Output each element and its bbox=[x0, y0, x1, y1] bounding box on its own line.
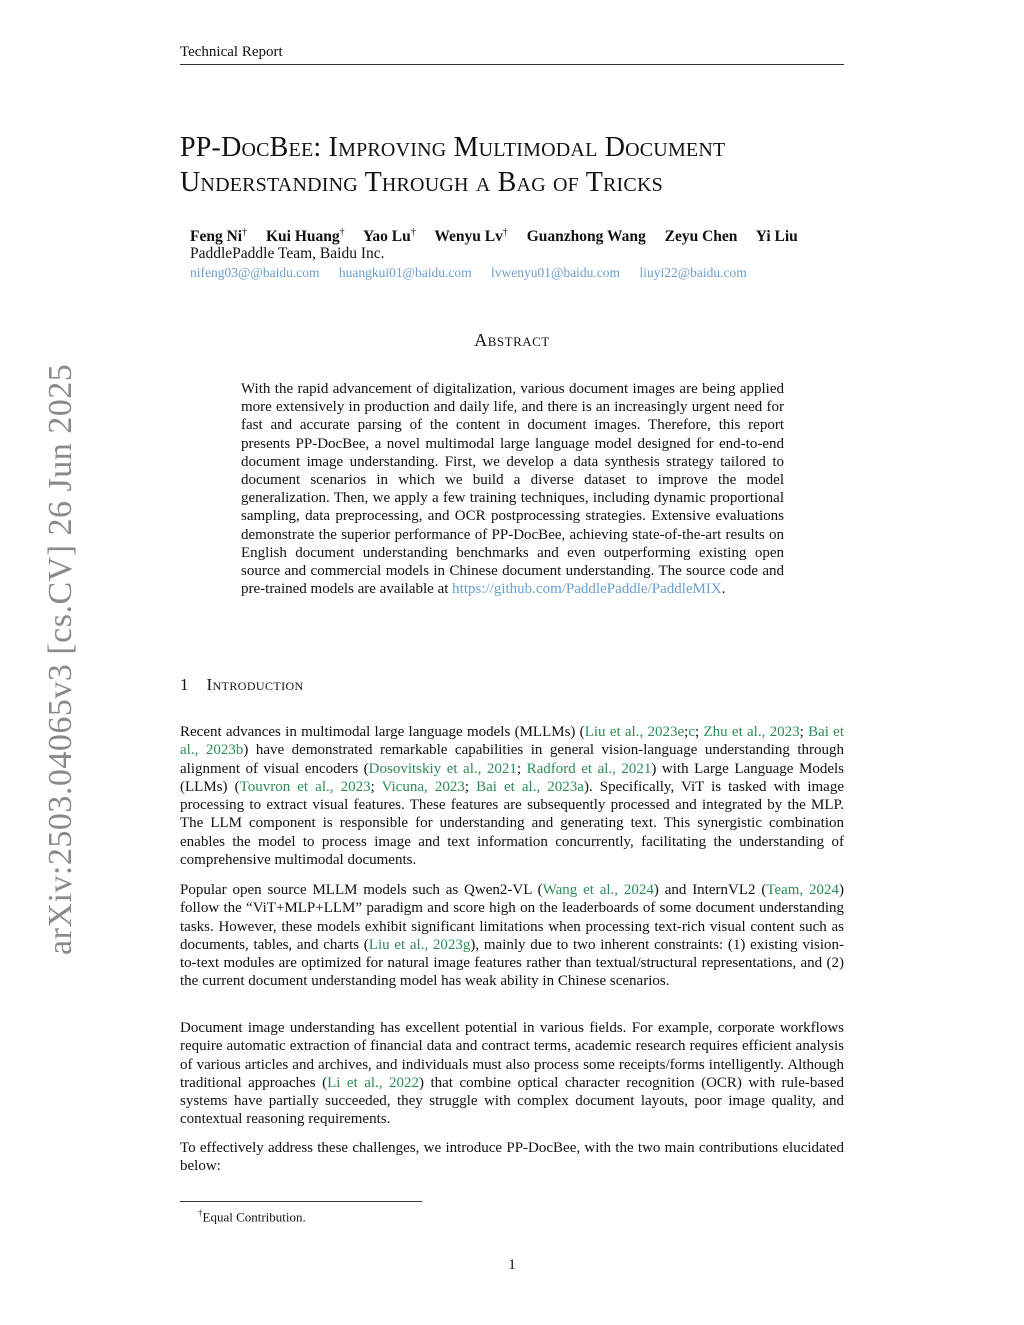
arxiv-stamp: arXiv:2503.04065v3 [cs.CV] 26 Jun 2025 bbox=[42, 363, 79, 955]
footnote: †Equal Contribution. bbox=[198, 1208, 306, 1225]
citation-link[interactable]: c bbox=[688, 724, 696, 740]
footnote-rule bbox=[180, 1201, 422, 1202]
citation-link[interactable]: Dosovitskiy et al., 2021 bbox=[368, 760, 517, 777]
paragraph-text: ; bbox=[684, 724, 689, 740]
paragraph bbox=[180, 723, 844, 869]
email-link[interactable]: lvwenyu01@baidu.com bbox=[491, 265, 621, 280]
paragraph-text: ) that combine optical character recognition (OCR) with rule-based systems have partially succeeded, they struggle with complex document layouts, poor image quality, and contextual reasoning requirements. bbox=[180, 1074, 845, 1128]
author: Zeyu Chen bbox=[664, 228, 738, 246]
page-number: 1 bbox=[508, 1257, 516, 1273]
title-line-1: PP-DocBee: Improving Multimodal Document bbox=[180, 132, 726, 163]
author: Guanzhong Wang bbox=[526, 228, 646, 246]
citation-link[interactable]: Bai et al., 2023a bbox=[476, 778, 584, 795]
paragraph-text: To effectively address these challenges, we introduce PP-DocBee, with the two main contributions elucidated below: bbox=[180, 1140, 844, 1175]
email-list bbox=[190, 265, 763, 281]
citation-link[interactable]: Zhu et al., 2023 bbox=[703, 724, 800, 740]
paragraph-text: ) and InternVL2 ( bbox=[653, 882, 767, 898]
paragraph bbox=[180, 881, 844, 991]
paragraph-text: ; bbox=[799, 724, 809, 740]
header-rule bbox=[180, 64, 844, 65]
section-heading bbox=[180, 675, 304, 695]
paragraph bbox=[180, 1019, 844, 1129]
section-number: 1 bbox=[180, 675, 189, 694]
citation-link[interactable]: Radford et al., 2021 bbox=[526, 760, 652, 777]
paragraph-text: ). Specifically, ViT is tasked with image processing to extract visual features. These features are subsequently processed and integrated by the MLP. The LLM component is responsible for understanding and generating text. This synergistic combination enables the model to process image and text information concurrently, facilitating the understanding of comprehensive multimodal documents. bbox=[180, 778, 844, 869]
code-link[interactable]: https://github.com/PaddlePaddle/PaddleMIX bbox=[452, 581, 722, 598]
author: Feng Ni† bbox=[190, 227, 248, 246]
citation-link[interactable]: Bai et al., 2023b bbox=[180, 724, 845, 759]
paragraph-text: ) with Large Language Models (LLMs) ( bbox=[180, 760, 844, 795]
author: Kui Huang† bbox=[265, 227, 345, 246]
paragraph-text: Popular open source MLLM models such as Qwen2-VL ( bbox=[180, 882, 543, 898]
title-line-2: Understanding Through a Bag of Tricks bbox=[180, 167, 663, 198]
paragraph-text: ), mainly due to two inherent constraints: (1) existing vision-to-text modules are optimized for natural image features rather than textual/structural representations, and (2) the current document understanding model has weak ability in Chinese scenarios. bbox=[180, 936, 845, 990]
email-link[interactable]: nifeng03@@baidu.com bbox=[190, 265, 320, 280]
author: Wenyu Lv† bbox=[434, 227, 508, 246]
abstract-heading: Abstract bbox=[474, 330, 550, 350]
paragraph-text: ; bbox=[464, 778, 477, 795]
email-link[interactable]: liuyi22@baidu.com bbox=[639, 265, 747, 280]
paper-title bbox=[180, 130, 860, 200]
citation-link[interactable]: Wang et al., 2024 bbox=[542, 882, 654, 898]
citation-link[interactable]: Team, 2024 bbox=[766, 882, 840, 898]
author: Yao Lu† bbox=[362, 227, 416, 246]
citation-link[interactable]: Touvron et al., 2023 bbox=[239, 778, 371, 795]
affiliation: PaddlePaddle Team, Baidu Inc. bbox=[190, 245, 385, 262]
running-header: Technical Report bbox=[180, 44, 283, 60]
paragraph-text: ) have demonstrated remarkable capabilities in general vision-language understanding through alignment of visual encoders ( bbox=[180, 742, 845, 777]
author-list bbox=[190, 227, 850, 246]
citation-link[interactable]: Liu et al., 2023e bbox=[584, 724, 685, 740]
paragraph-text: ; bbox=[516, 760, 527, 777]
paragraph-text: Recent advances in multimodal large language models (MLLMs) ( bbox=[180, 724, 585, 740]
email-link[interactable]: huangkui01@baidu.com bbox=[338, 265, 472, 280]
citation-link[interactable]: Vicuna, 2023 bbox=[381, 778, 465, 795]
citation-link[interactable]: Liu et al., 2023g bbox=[368, 936, 471, 953]
paragraph bbox=[180, 1139, 844, 1176]
citation-link[interactable]: Li et al., 2022 bbox=[327, 1074, 419, 1091]
paragraph-text: ; bbox=[370, 778, 382, 795]
section-title: Introduction bbox=[206, 675, 304, 694]
author: Yi Liu bbox=[755, 228, 798, 246]
paragraph-text: Document image understanding has excellent potential in various fields. For example, corporate workflows require automatic extraction of financial data and contract terms, academic research requires efficient analysis of various articles and archives, and individuals must also process some receipts/forms intelligently. Although traditional approaches ( bbox=[180, 1020, 844, 1091]
abstract-body: With the rapid advancement of digitalization, various document images are being applied more extensively in production and daily life, and there is an increasingly urgent need for fast and accurate parsing of the content in document images. Therefore, this report presents PP-DocBee, a novel multimodal large language model designed for end-to-end document image understanding. First, we develop a data synthesis strategy tailored to document scenarios in which we build a diverse dataset to improve the model generalization. Then, we apply a few training techniques, including dynamic proportional sampling, data preprocessing, and OCR postprocessing strategies. Extensive evaluations demonstrate the superior performance of PP-DocBee, achieving state-of-the-art results on English document understanding benchmarks and even outperforming existing open source and commercial models in Chinese document understanding. The source code and pre-trained models are available at https://github.com/PaddlePaddle/PaddleMIX. bbox=[241, 381, 784, 598]
paragraph-text: ) follow the “ViT+MLP+LLM” paradigm and score high on the leaderboards of some document understanding tasks. However, these models exhibit significant limitations when processing text-rich visual content such as documents, tables, and charts ( bbox=[180, 882, 845, 953]
paragraph-text: ; bbox=[695, 724, 704, 740]
